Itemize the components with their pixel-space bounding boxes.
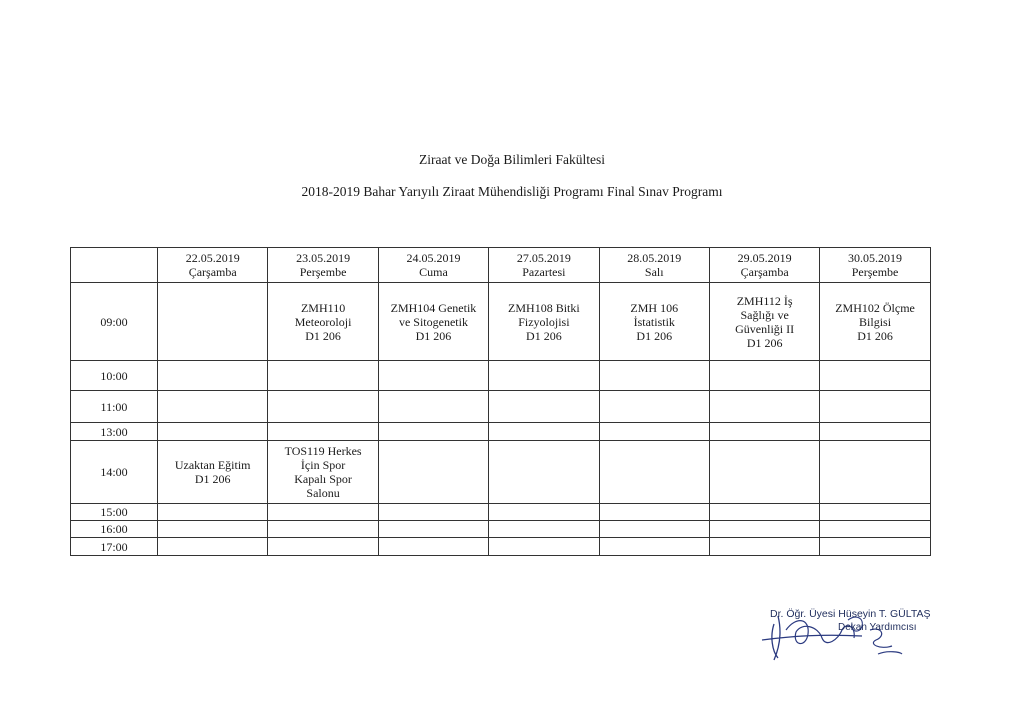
exam-cell [820,283,930,361]
empty-cell [820,441,930,504]
exam-cell-line: ZMH102 Ölçme [835,300,915,315]
empty-cell [820,391,930,423]
exam-cell-line: Güvenliği II [735,321,795,336]
empty-cell [489,391,599,423]
empty-cell [820,361,930,391]
exam-cell [709,283,819,361]
day-date: 29.05.2019 [737,251,792,265]
empty-cell [378,538,488,556]
empty-cell [709,391,819,423]
empty-cell [599,391,709,423]
signature-role: Dekan Yardımcısı [838,622,917,633]
empty-cell [489,521,599,538]
day-name: Çarşamba [188,265,237,279]
exam-cell-line: Meteoroloji [294,314,352,329]
exam-cell-line: İçin Spor [300,458,346,472]
empty-cell [378,391,488,423]
exam-cell-line: Sağlığı ve [740,307,789,322]
empty-cell [158,283,268,361]
time-slot-cell: 14:00 [71,441,158,504]
day-name: Perşembe [851,265,899,279]
empty-cell [378,521,488,538]
empty-cell [378,504,488,521]
exam-cell-line: Salonu [306,486,340,500]
time-slot-cell: 17:00 [71,538,158,556]
empty-cell [489,441,599,504]
faculty-title: Ziraat ve Doğa Bilimleri Fakültesi [419,152,605,167]
empty-cell [709,504,819,521]
exam-cell-line: D1 206 [194,472,231,486]
schedule-body [71,248,931,556]
day-name: Perşembe [299,265,347,279]
exam-schedule-table [70,247,931,556]
empty-cell [709,521,819,538]
exam-cell [268,441,378,504]
empty-cell [709,538,819,556]
exam-cell [378,283,488,361]
day-header-cell [599,248,709,283]
exam-cell-line: ZMH110 [300,300,346,315]
day-name: Salı [644,265,664,279]
exam-cell-line: ZMH 106 [630,300,679,315]
empty-cell [820,504,930,521]
exam-cell [158,441,268,504]
empty-cell [709,441,819,504]
time-slot-cell: 16:00 [71,521,158,538]
day-date: 28.05.2019 [627,251,682,265]
empty-cell [158,521,268,538]
empty-cell [599,521,709,538]
day-name: Pazartesi [522,265,566,279]
exam-cell-line: D1 206 [526,328,562,343]
day-date: 22.05.2019 [185,251,240,265]
signature-stamp [752,596,952,666]
empty-cell [268,391,378,423]
empty-cell [489,361,599,391]
day-name: Cuma [419,265,448,279]
empty-cell [268,521,378,538]
exam-cell-line: İstatistik [633,314,675,329]
day-date: 27.05.2019 [516,251,571,265]
empty-cell [158,538,268,556]
empty-cell [378,441,488,504]
empty-cell [158,391,268,423]
exam-cell-line: TOS119 Herkes [284,444,362,458]
exam-cell-line: Kapalı Spor [294,472,352,486]
exam-cell-line: ZMH112 İş [736,293,793,308]
day-header-cell [489,248,599,283]
table-row [71,521,931,538]
table-row [71,504,931,521]
empty-cell [599,538,709,556]
day-header-cell [158,248,268,283]
exam-cell-line: ZMH108 Bitki [508,300,580,315]
empty-cell [378,361,488,391]
program-title: 2018-2019 Bahar Yarıyılı Ziraat Mühendisliği Programı Final Sınav Programı [301,184,723,199]
day-header-cell [820,248,930,283]
table-row [71,538,931,556]
header-row [71,248,931,283]
exam-cell-line: Bilgisi [859,314,892,329]
exam-cell-line: D1 206 [857,328,893,343]
corner-cell [71,248,158,283]
empty-cell [599,361,709,391]
table-row [71,361,931,391]
day-header-cell [709,248,819,283]
empty-cell [489,423,599,441]
time-slot-cell: 11:00 [71,391,158,423]
empty-cell [489,504,599,521]
day-name: Çarşamba [740,265,789,279]
day-header-cell [268,248,378,283]
day-date: 24.05.2019 [406,251,461,265]
exam-cell-line: ZMH104 Genetik [390,300,477,315]
table-row [71,283,931,361]
exam-cell [268,283,378,361]
exam-cell-line: D1 206 [415,328,452,343]
empty-cell [599,504,709,521]
empty-cell [378,423,488,441]
day-date: 30.05.2019 [848,251,903,265]
exam-cell-line: Uzaktan Eğitim [174,458,251,472]
day-date: 23.05.2019 [296,251,351,265]
empty-cell [599,423,709,441]
time-slot-cell: 15:00 [71,504,158,521]
empty-cell [268,504,378,521]
time-slot-cell: 09:00 [71,283,158,361]
empty-cell [158,361,268,391]
table-row [71,423,931,441]
empty-cell [268,423,378,441]
exam-cell [489,283,599,361]
time-slot-cell: 13:00 [71,423,158,441]
table-row [71,441,931,504]
table-row [71,391,931,423]
empty-cell [709,361,819,391]
empty-cell [709,423,819,441]
day-header-cell [378,248,488,283]
empty-cell [158,423,268,441]
empty-cell [599,441,709,504]
empty-cell [268,361,378,391]
exam-cell-line: D1 206 [305,328,341,343]
empty-cell [268,538,378,556]
exam-cell [599,283,709,361]
exam-cell-line: D1 206 [636,328,673,343]
empty-cell [158,504,268,521]
empty-cell [820,423,930,441]
exam-cell-line: ve Sitogenetik [398,314,468,329]
exam-cell-line: Fizyolojisi [518,314,570,329]
empty-cell [820,521,930,538]
signature-name: Dr. Öğr. Üyesi Hüseyin T. GÜLTAŞ [770,608,931,620]
empty-cell [489,538,599,556]
empty-cell [820,538,930,556]
time-slot-cell: 10:00 [71,361,158,391]
exam-cell-line: D1 206 [746,335,783,350]
